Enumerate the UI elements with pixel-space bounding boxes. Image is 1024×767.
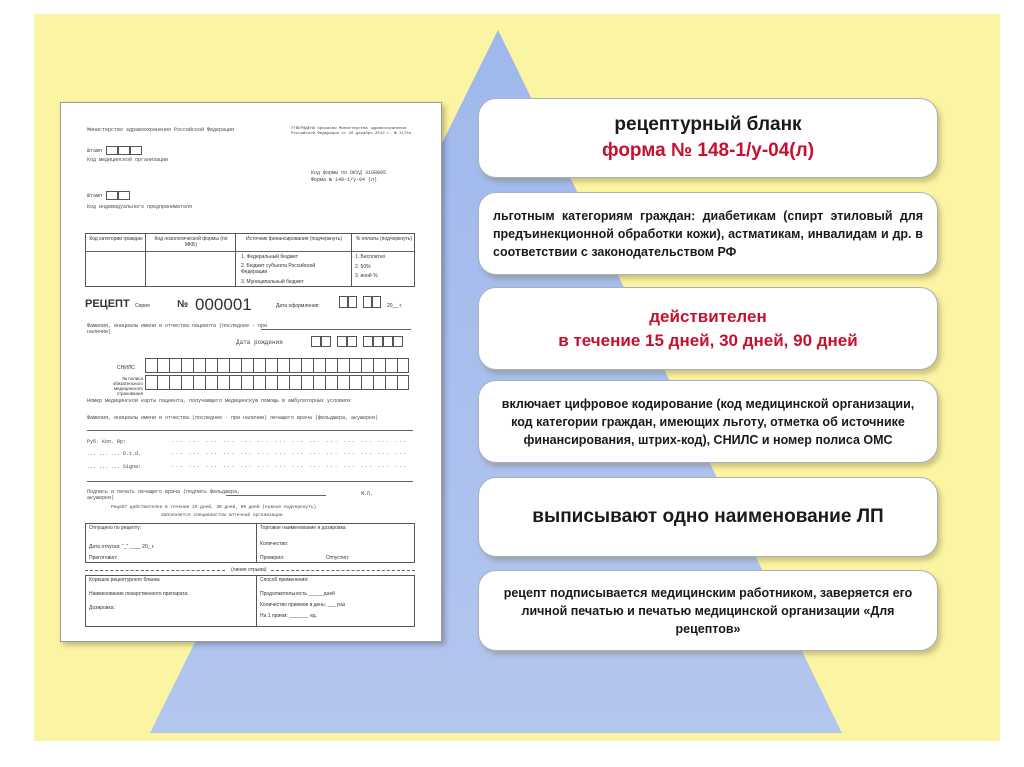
form-table-divider — [85, 251, 415, 252]
form-col-category: Код категории граждан — [89, 236, 143, 242]
form-line — [87, 430, 413, 431]
form-stamp-box — [118, 146, 130, 155]
form-col-payment: % оплаты (подчеркнуть) — [355, 236, 413, 242]
box-categories — [478, 192, 938, 275]
form-tear-line: (линия отрыва) — [231, 567, 267, 573]
form-birth-date-label: Дата рождения — [236, 339, 283, 346]
form-series-label: Серия — [135, 303, 150, 309]
form-card-number-label: Номер медицинской карты пациента, получающего медицинскую помощь в амбулаторных условиях — [87, 398, 352, 404]
form-date-box — [321, 336, 331, 347]
form-date-box — [373, 336, 383, 347]
form-date-box — [383, 336, 393, 347]
form-table-divider — [256, 523, 257, 563]
coding-text: включает цифровое кодирование (код медицинской организации, код категории граждан, имеющих льготу, отметка об источнике финансирования, штрих-код), СНИЛС и номер полиса ОМС — [501, 396, 915, 447]
form-table-divider — [235, 233, 236, 287]
valid-line2: в течение 15 дней, 30 дней, 90 дней — [558, 330, 858, 350]
form-released-label: Отпустил: — [326, 555, 350, 561]
form-stamp-label: Штамп — [87, 148, 103, 154]
form-tear-dash — [271, 570, 415, 571]
form-duration-label: Продолжительность _____ дней — [260, 591, 335, 597]
one-name-text: выписывают одно наименование ЛП — [532, 506, 884, 527]
form-line — [87, 481, 413, 482]
form-table-divider — [145, 233, 146, 287]
form-title-line1: рецептурный бланк — [614, 114, 802, 135]
form-date-box — [311, 336, 321, 347]
form-line — [261, 329, 411, 330]
form-line — [226, 495, 326, 496]
form-date-box — [339, 296, 348, 308]
form-date-box — [363, 296, 372, 308]
box-one-name — [478, 477, 938, 557]
form-table-divider — [256, 575, 257, 627]
form-policy-boxes — [145, 375, 409, 390]
form-filled-note: Заполняется специалистом аптечной организации — [161, 513, 283, 518]
form-date-box — [347, 336, 357, 347]
form-snils-label: СНИЛС — [117, 365, 135, 371]
prescription-form-image — [60, 102, 442, 642]
form-funding-3: 3. Муниципальный бюджет — [241, 279, 304, 285]
form-org-code-label: Код медицинской организации — [87, 157, 169, 163]
form-funding-1: 1. Федеральный бюджет — [241, 254, 299, 260]
form-date-box — [337, 336, 347, 347]
box-validity — [478, 287, 938, 370]
form-method-label: Способ применения: — [260, 577, 309, 583]
form-dots: ... ... ... ... ... ... ... ... ... ... ... ... ... ... — [171, 437, 408, 444]
form-table-divider — [351, 233, 352, 287]
form-payment-2: 2. 50% — [355, 264, 371, 270]
form-dispense-date-label: Дата отпуска: "_" ____ 20_ г. — [89, 544, 155, 550]
signature-text: рецепт подписывается медицинским работником, заверяется его личной печатью и печатью медицинской организации «Для рецептов» — [503, 585, 913, 636]
form-funding-2: 2. Бюджет субъекта Российской Федерации — [241, 263, 316, 275]
form-date-box — [372, 296, 381, 308]
form-trade-name-label: Торговое наименование и дозировка — [260, 525, 346, 531]
form-doctor-name-label: Фамилия, инициалы имени и отчества (последнее - при наличии) лечащего врача (фельдшера, акушерки) — [87, 415, 379, 421]
form-number: Форма № 148-1/у-04 (л) — [311, 177, 378, 183]
form-dosage-label: Дозировка: — [89, 605, 115, 611]
form-spine-label: Корешок рецептурного бланка — [89, 577, 160, 583]
form-payment-1: 1. Бесплатно — [355, 254, 386, 260]
form-signa-label: ... ... ... Signa: — [87, 464, 142, 470]
form-mp-label: М.П. — [361, 491, 374, 497]
box-signature — [478, 570, 938, 651]
box-form-title — [478, 98, 938, 178]
form-stamp-label-2: Штамп — [87, 193, 103, 199]
form-stamp-box — [106, 191, 118, 200]
form-drug-name-label: Наименование лекарственного препарата: — [89, 591, 189, 597]
form-title-line2: форма № 148-1/у-04(л) — [601, 140, 815, 161]
categories-text: льготным категориям граждан: диабетикам (спирт этиловый для предъинекционной обработки кожи), астматикам, инвалидам и др. в соответствии с законодательством РФ — [493, 208, 923, 259]
form-payment-3: 3. иной % — [355, 273, 378, 279]
form-recipe-label: РЕЦЕПТ — [85, 298, 130, 310]
form-per-intake-label: На 1 прием: _______ ед. — [260, 613, 318, 619]
form-date-box — [363, 336, 373, 347]
form-stamp-box — [118, 191, 130, 200]
form-rp-label: Руб. Коп. Rp: — [87, 439, 127, 445]
form-col-funding: Источник финансирования (подчеркнуть) — [246, 236, 342, 242]
form-ministry: Министерство здравоохранения Российской Федерации — [87, 127, 235, 133]
form-tear-dash — [85, 570, 225, 571]
form-patient-name-label: Фамилия, инициалы имени и отчества пациента (последнее - при наличии) — [87, 323, 268, 335]
form-stamp-box — [106, 146, 118, 155]
form-stamp-box — [130, 146, 142, 155]
form-sign-stamp-label: Подпись и печать лечащего врача (подпись фельдшера, акушерки) — [87, 489, 241, 501]
form-year-suffix: 20__ г. — [387, 303, 403, 309]
form-checked-label: Проверил: — [260, 555, 285, 561]
form-valid-note: Рецепт действителен в течение 15 дней, 30 дней, 90 дней (нужное подчеркнуть) — [111, 505, 317, 510]
valid-line1: действителен — [649, 306, 767, 326]
form-date-box — [348, 296, 357, 308]
form-dtd-label: ... ... ... D.t.d. — [87, 451, 142, 457]
form-policy-label: № полиса обязательного медицинского страхования — [112, 376, 143, 396]
form-number-sign: № — [177, 299, 189, 310]
form-dots: ... ... ... ... ... ... ... ... ... ... ... ... ... ... — [171, 462, 408, 469]
form-dots: ... ... ... ... ... ... ... ... ... ... ... ... ... ... — [171, 449, 408, 456]
form-entrepreneur-code-label: Код индивидуального предпринимателя — [87, 204, 193, 210]
form-approved: УТВЕРЖДЕНА приказом Министерства здравоохранения Российской Федерации от 20 декабря 2012 г. № 1175н — [291, 127, 412, 136]
form-okud-code: Код формы по ОКУД 3108805 — [311, 170, 387, 176]
form-date-box — [393, 336, 403, 347]
form-col-nosology: Код нозологической формы (по МКБ) — [154, 236, 228, 248]
form-date-label: Дата оформления: — [276, 303, 320, 309]
form-quantity-label: Количество: — [260, 541, 289, 547]
form-number: 000001 — [195, 295, 252, 314]
form-dispensed-label: Отпущено по рецепту: — [89, 525, 142, 531]
form-intakes-label: Количество приемов в день: ___ раз — [260, 602, 345, 608]
box-coding — [478, 380, 938, 463]
form-snils-boxes — [145, 358, 409, 373]
form-prepared-label: Приготовил: — [89, 555, 118, 561]
